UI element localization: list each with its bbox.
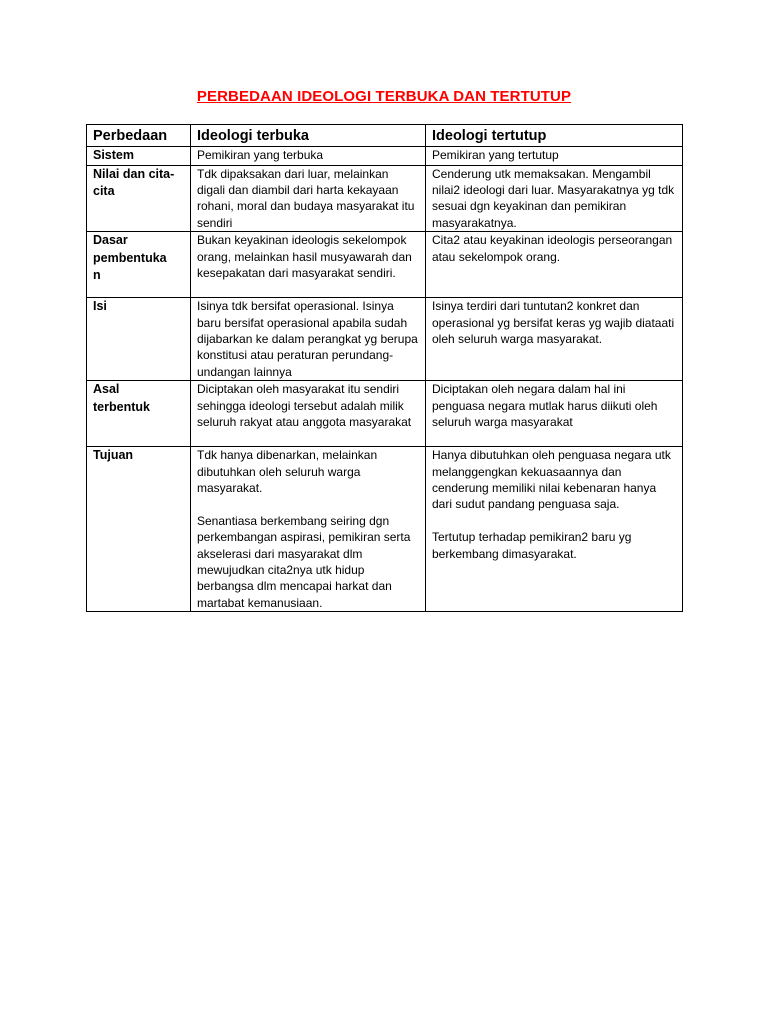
page-title: PERBEDAAN IDEOLOGI TERBUKA DAN TERTUTUP [196,88,572,105]
header-perbedaan: Perbedaan [87,125,191,147]
table-row-asal [87,381,683,447]
table-row-tujuan [87,447,683,612]
row-label: Nilai dan cita- cita [87,165,191,232]
row-label: Sistem [87,147,191,166]
cell-terbuka: Diciptakan oleh masyarakat itu sendiri sehingga ideologi tersebut adalah milik seluruh rakyat atau anggota masyarakat [191,381,426,447]
header-ideologi-tertutup: Ideologi tertutup [426,125,683,147]
cell-terbuka: Isinya tdk bersifat operasional. Isinya baru bersifat operasional apabila sudah dijabarkan ke dalam perangkat yg berupa konstitusi atau peraturan perundang-undangan lainnya [191,298,426,381]
comparison-table [86,124,683,612]
table-row-nilai [87,165,683,232]
row-label: Asal terbentuk [87,381,191,447]
row-label: Isi [87,298,191,381]
cell-tertutup: Diciptakan oleh negara dalam hal ini penguasa negara mutlak harus diikuti oleh seluruh warga masyarakat [426,381,683,447]
cell-terbuka: Tdk dipaksakan dari luar, melainkan digali dan diambil dari harta kekayaan rohani, moral dan budaya masyarakat itu sendiri [191,165,426,232]
row-label: Dasar pembentuka n [87,232,191,298]
cell-terbuka: Tdk hanya dibenarkan, melainkan dibutuhkan oleh seluruh warga masyarakat. Senantiasa berkembang seiring dgn perkembangan aspirasi, pemikiran serta akselerasi dari masyarakat dlm mewujudkan cita2nya utk hidup berbangsa dlm mencapai harkat dan martabat kemanusiaan. [191,447,426,612]
cell-tertutup: Pemikiran yang tertutup [426,147,683,166]
header-ideologi-terbuka: Ideologi terbuka [191,125,426,147]
cell-tertutup: Isinya terdiri dari tuntutan2 konkret dan operasional yg bersifat keras yg wajib diataati oleh seluruh warga masyarakat. [426,298,683,381]
cell-tertutup: Cenderung utk memaksakan. Mengambil nilai2 ideologi dari luar. Masyarakatnya yg tdk sesuai dgn keyakinan dan pemikiran masyarakatnya. [426,165,683,232]
table-header-row [87,125,683,147]
table-row-sistem [87,147,683,166]
cell-tertutup: Hanya dibutuhkan oleh penguasa negara utk melanggengkan kekuasaannya dan cenderung memiliki nilai kebenaran hanya dari sudut pandang penguasa saja. Tertutup terhadap pemikiran2 baru yg berkembang dimasyarakat. [426,447,683,612]
row-label: Tujuan [87,447,191,612]
table-row-isi [87,298,683,381]
cell-terbuka: Bukan keyakinan ideologis sekelompok orang, melainkan hasil musyawarah dan kesepakatan dari masyarakat sendiri. [191,232,426,298]
cell-tertutup: Cita2 atau keyakinan ideologis perseorangan atau sekelompok orang. [426,232,683,298]
cell-terbuka: Pemikiran yang terbuka [191,147,426,166]
table-row-dasar [87,232,683,298]
